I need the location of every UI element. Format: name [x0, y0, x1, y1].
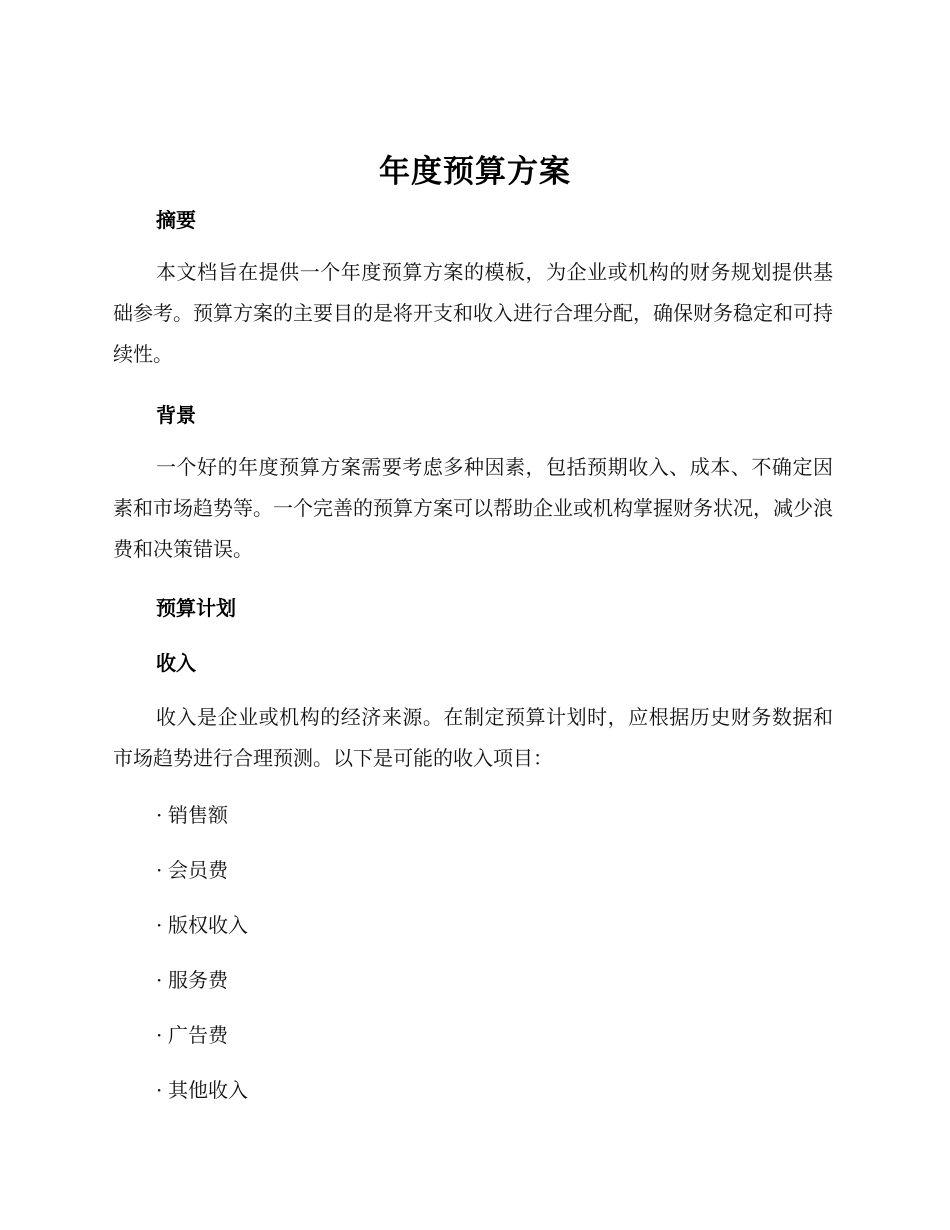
section-body-income: 收入是企业或机构的经济来源。在制定预算计划时，应根据历史财务数据和市场趋势进行合理预测。以下是可能的收入项目： — [113, 705, 833, 770]
list-item — [156, 856, 228, 884]
list-item — [156, 966, 228, 994]
bullet-marker: · — [156, 913, 163, 937]
bullet-marker: · — [156, 968, 163, 992]
list-item-label: 销售额 — [168, 803, 228, 827]
bullet-marker: · — [156, 1023, 163, 1047]
list-item-label: 会员费 — [168, 858, 228, 882]
list-item — [156, 911, 248, 939]
section-body-abstract: 本文档旨在提供一个年度预算方案的模板，为企业或机构的财务规划提供基础参考。预算方案的主要目的是将开支和收入进行合理分配，确保财务稳定和可持续性。 — [113, 260, 833, 366]
section-heading-background: 背景 — [156, 403, 196, 427]
document-title: 年度预算方案 — [379, 154, 571, 190]
list-item — [156, 801, 228, 829]
bullet-marker: · — [156, 858, 163, 882]
list-item — [156, 1021, 228, 1049]
list-item — [156, 1076, 248, 1104]
list-item-label: 版权收入 — [168, 913, 248, 937]
bullet-marker: · — [156, 1078, 163, 1102]
bullet-marker: · — [156, 803, 163, 827]
list-item-label: 广告费 — [168, 1023, 228, 1047]
section-heading-abstract: 摘要 — [156, 208, 196, 232]
list-item-label: 其他收入 — [168, 1078, 248, 1102]
section-body-background: 一个好的年度预算方案需要考虑多种因素，包括预期收入、成本、不确定因素和市场趋势等。一个完善的预算方案可以帮助企业或机构掌握财务状况，减少浪费和决策错误。 — [113, 455, 833, 561]
section-heading-plan: 预算计划 — [156, 596, 236, 620]
list-item-label: 服务费 — [168, 968, 228, 992]
section-heading-income: 收入 — [156, 651, 196, 675]
